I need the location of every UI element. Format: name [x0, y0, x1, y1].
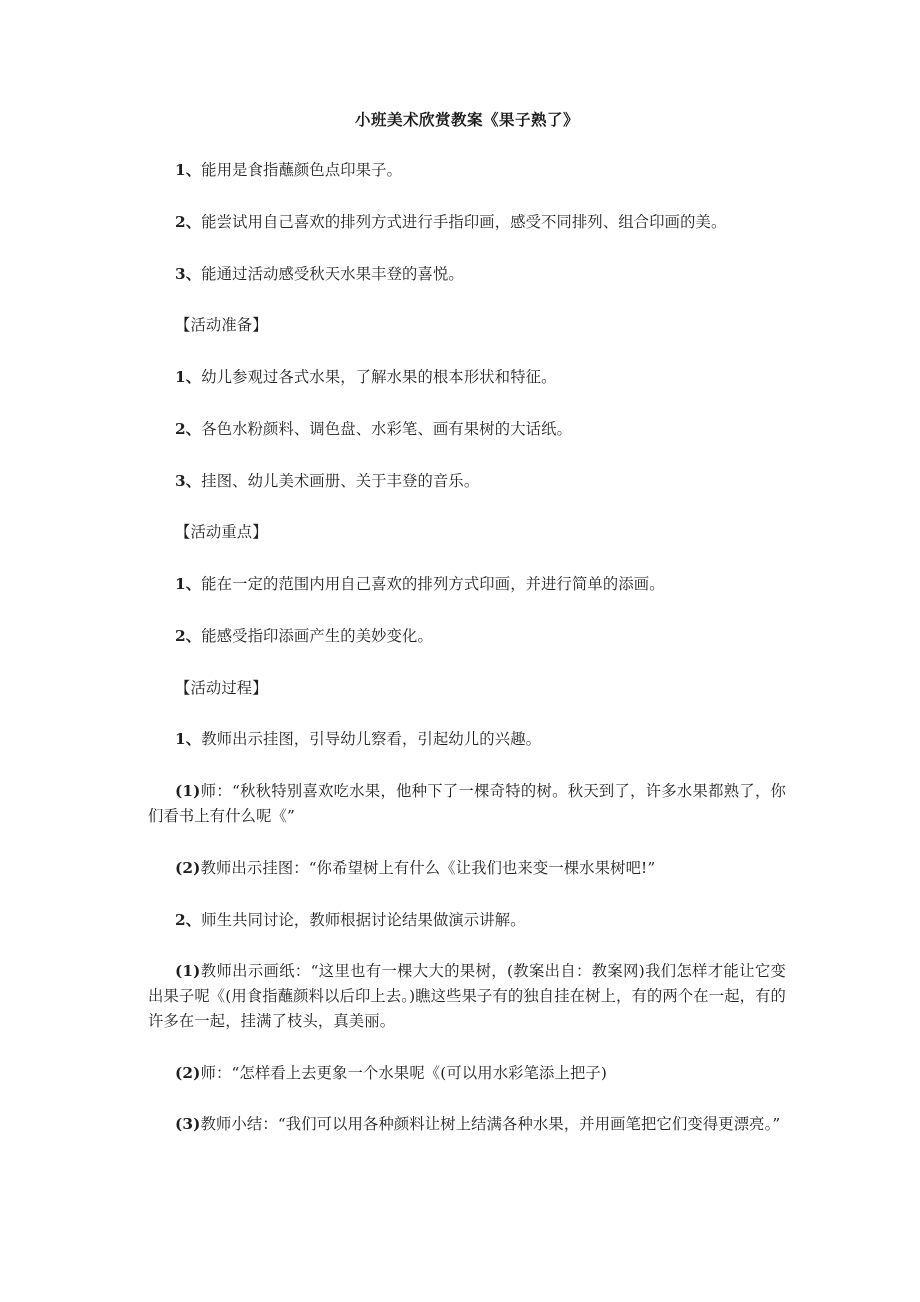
item-text: 【活动准备】 [175, 316, 268, 335]
item-text: 教师出示画纸：“这里也有一棵大大的果树，(教案出自：教案网)我们怎样才能让它变出果子呢《(用食指蘸颜料以后印上去。)瞧这些果子有的独自挂在树上，有的两个在一起，有的许多在一起，挂满了枝头，真美丽。 [148, 962, 786, 1030]
item-text: 能通过活动感受秋天水果丰登的喜悦。 [201, 264, 464, 283]
sub-item [148, 856, 786, 881]
item-text: 能在一定的范围内用自己喜欢的排列方式印画，并进行简单的添画。 [201, 575, 665, 594]
item-text: 【活动过程】 [175, 678, 268, 697]
item-enumerator: 1、 [175, 368, 202, 387]
numbered-item [148, 727, 786, 752]
item-enumerator: 2、 [175, 626, 202, 645]
item-text: 师生共同讨论，教师根据讨论结果做演示讲解。 [201, 910, 526, 929]
item-enumerator: (2) [175, 858, 201, 877]
item-text: 【活动重点】 [175, 523, 268, 542]
item-text: 挂图、幼儿美术画册、关于丰登的音乐。 [201, 471, 480, 490]
section-heading [148, 520, 786, 545]
document-body [148, 108, 786, 1137]
item-text: 能尝试用自己喜欢的排列方式进行手指印画，感受不同排列、组合印画的美。 [201, 212, 727, 231]
numbered-item [148, 572, 786, 597]
sub-item [148, 1112, 786, 1137]
item-text: 教师出示挂图，引导幼儿察看，引起幼儿的兴趣。 [201, 730, 542, 749]
item-enumerator: 1、 [175, 161, 202, 180]
numbered-item [148, 158, 786, 183]
numbered-item [148, 262, 786, 287]
item-enumerator: (3) [175, 1115, 201, 1134]
numbered-item [148, 365, 786, 390]
numbered-item [148, 210, 786, 235]
item-enumerator: 3、 [175, 264, 202, 283]
numbered-item [148, 417, 786, 442]
item-text: 能感受指印添画产生的美妙变化。 [201, 626, 433, 645]
item-enumerator: (1) [175, 782, 201, 801]
item-text: 师：“怎样看上去更象一个水果呢《(可以用水彩笔添上把子) [200, 1063, 607, 1082]
section-heading [148, 676, 786, 701]
item-text: 师：“秋秋特别喜欢吃水果，他种下了一棵奇特的树。秋天到了，许多水果都熟了，你们看书上有什么呢《” [148, 782, 786, 825]
item-text: 能用是食指蘸颜色点印果子。 [201, 161, 403, 180]
numbered-item [148, 908, 786, 933]
section-heading [148, 313, 786, 338]
item-enumerator: 3、 [175, 471, 202, 490]
item-enumerator: 2、 [175, 419, 202, 438]
item-text: 各色水粉颜料、调色盘、水彩笔、画有果树的大话纸。 [201, 419, 572, 438]
item-enumerator: 1、 [175, 730, 202, 749]
page-title: 小班美术欣赏教案《果子熟了》 [354, 110, 579, 129]
sub-item [148, 1061, 786, 1086]
numbered-item [148, 469, 786, 494]
item-enumerator: 2、 [175, 212, 202, 231]
sub-item [148, 959, 786, 1033]
sub-item [148, 779, 786, 829]
item-text: 教师小结：“我们可以用各种颜料让树上结满各种水果，并用画笔把它们变得更漂亮。” [200, 1115, 781, 1134]
document-content [148, 158, 786, 1137]
item-text: 教师出示挂图：“你希望树上有什么《让我们也来变一棵水果树吧!” [200, 858, 656, 877]
item-enumerator: (2) [175, 1063, 201, 1082]
numbered-item [148, 624, 786, 649]
item-text: 幼儿参观过各式水果，了解水果的根本形状和特征。 [201, 368, 557, 387]
item-enumerator: (1) [175, 962, 201, 981]
item-enumerator: 1、 [175, 575, 202, 594]
item-enumerator: 2、 [175, 910, 202, 929]
